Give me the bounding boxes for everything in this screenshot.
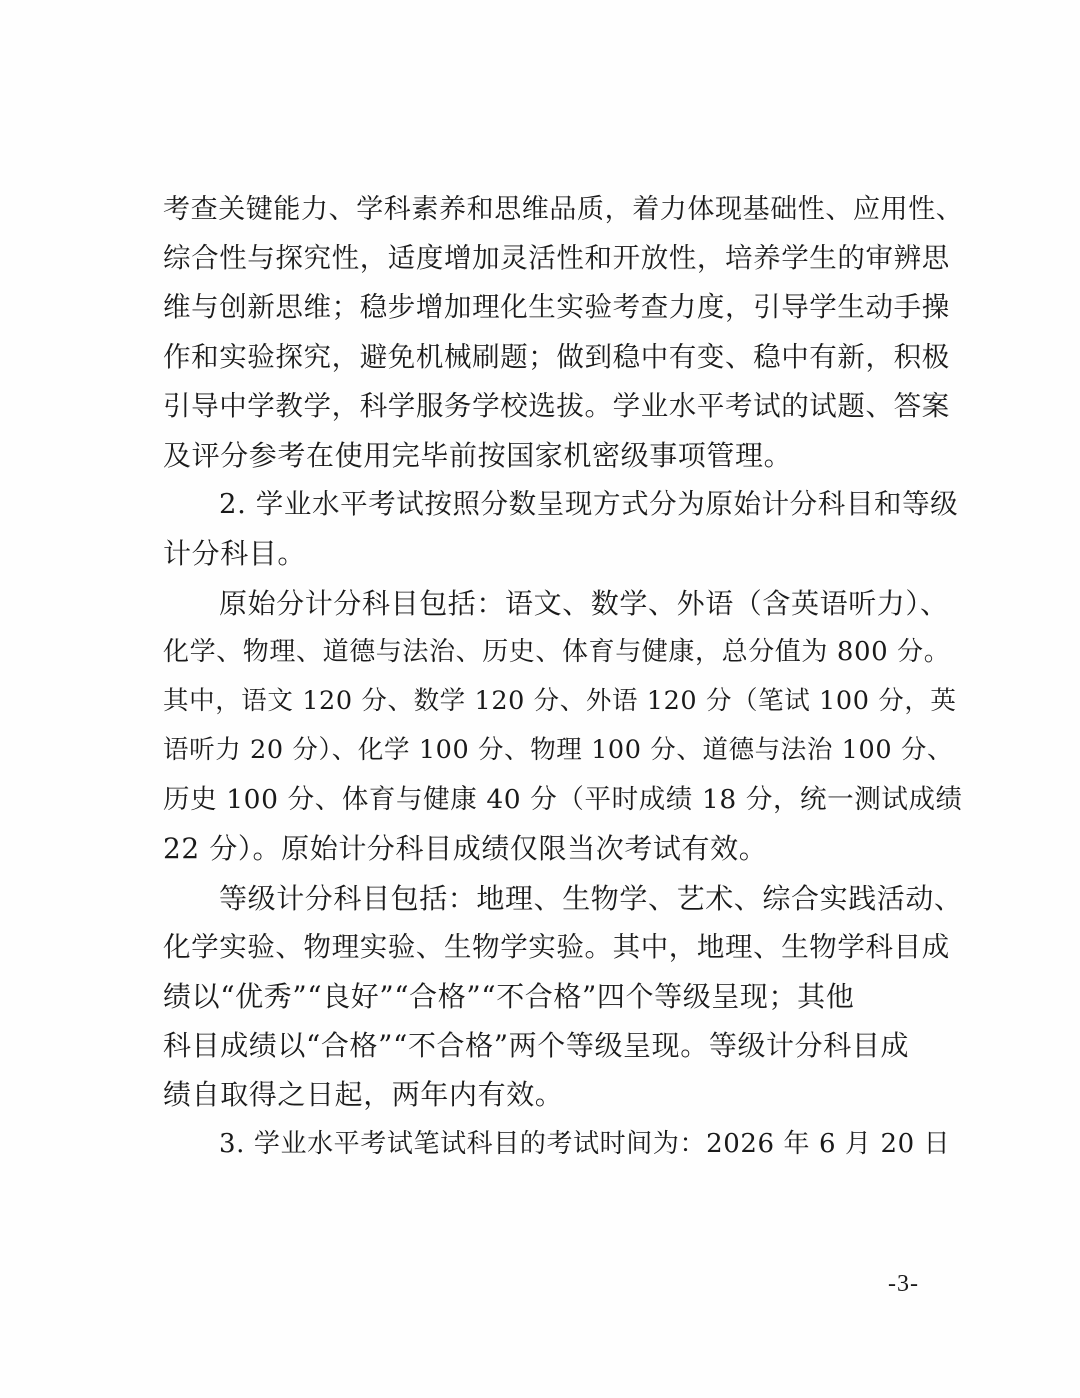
text-line: 绩以“优秀”“良好”“合格”“不合格”四个等级呈现；其他 [163,980,855,1013]
text-line: 作和实验探究，避免机械刷题；做到稳中有变、稳中有新，积极 [163,340,950,373]
text-line: 其中，语文 120 分、数学 120 分、外语 120 分（笔试 100 分，英 [163,685,957,716]
text-line: 历史 100 分、体育与健康 40 分（平时成绩 18 分，统一测试成绩 [163,784,963,816]
text-line: 22 分）。原始计分科目成绩仅限当次考试有效。 [163,832,768,866]
text-line: 计分科目。 [163,537,307,571]
paragraph-raw-score-start: 原始分计分科目包括：语文、数学、外语（含英语听力）、 [219,586,949,620]
paragraph-3-start: 3. 学业水平考试笔试科目的考试时间为：2026 年 6 月 20 日 [219,1128,951,1159]
paragraph-2-start: 2. 学业水平考试按照分数呈现方式分为原始计分科目和等级 [219,488,959,521]
text-line: 化学、物理、道德与法治、历史、体育与健康，总分值为 800 分。 [163,636,951,667]
page-number: -3- [888,1271,919,1297]
text-line: 及评分参考在使用完毕前按国家机密级事项管理。 [163,438,793,472]
document-body [163,185,963,1169]
text-line: 引导中学教学，科学服务学校选拔。学业水平考试的试题、答案 [163,389,950,422]
text-line: 综合性与探究性，适度增加灵活性和开放性，培养学生的审辨思 [163,242,950,275]
text-line: 绩自取得之日起，两年内有效。 [163,1078,564,1112]
paragraph-grade-score-start: 等级计分科目包括：地理、生物学、艺术、综合实践活动、 [219,881,963,915]
text-line: 语听力 20 分）、化学 100 分、物理 100 分、道德与法治 100 分、 [163,735,954,766]
text-line: 维与创新思维；稳步增加理化生实验考查力度，引导学生动手操 [163,291,950,324]
text-line: 考查关键能力、学科素养和思维品质，着力体现基础性、应用性、 [163,194,964,225]
text-line: 化学实验、物理实验、生物学实验。其中，地理、生物学科目成 [163,930,950,963]
text-line: 科目成绩以“合格”“不合格”两个等级呈现。等级计分科目成 [163,1029,910,1063]
